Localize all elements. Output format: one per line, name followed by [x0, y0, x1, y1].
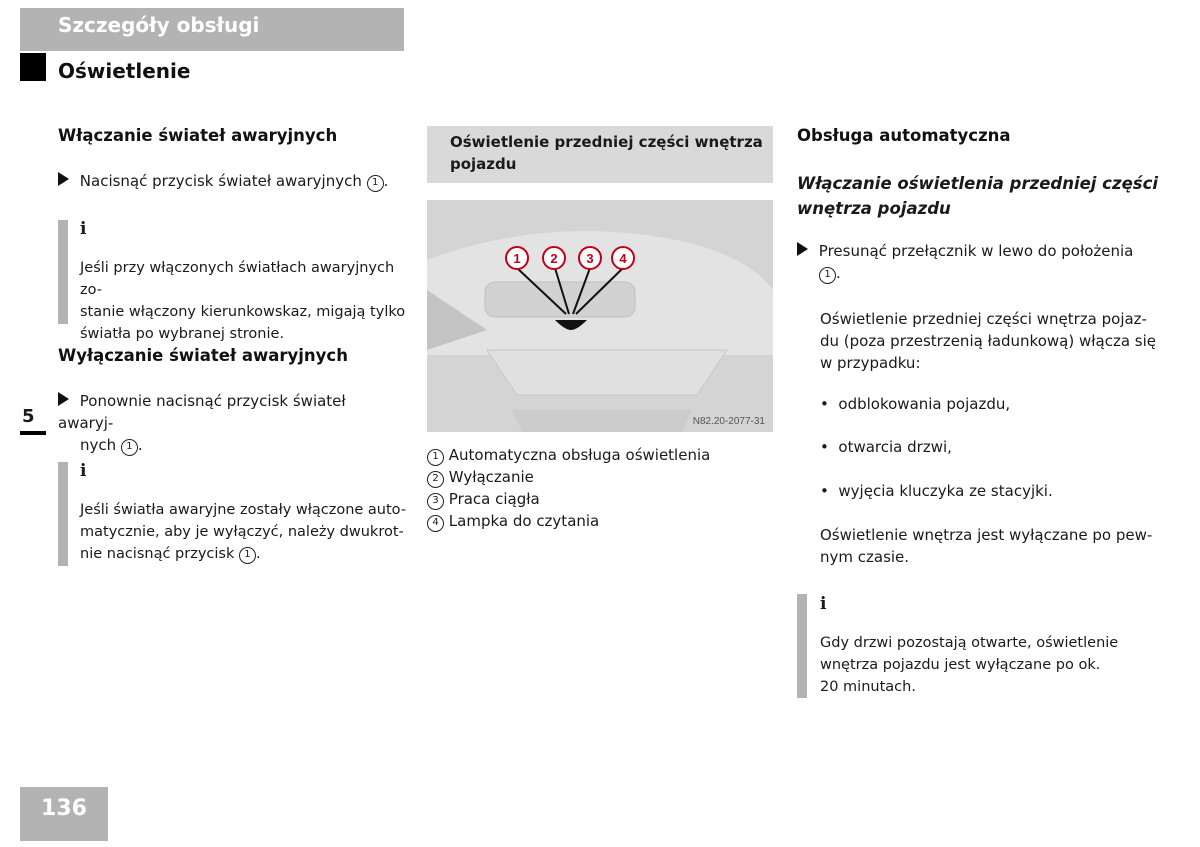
- chapter-underline: [20, 431, 46, 435]
- callout-3-label: 3: [586, 251, 594, 266]
- step-arrow-icon: [797, 242, 808, 256]
- note-line: nie nacisnąć przycisk: [80, 546, 235, 562]
- bullet-icon: •: [820, 395, 829, 413]
- bullet-text: wyjęcia kluczyka ze stacyjki.: [838, 482, 1053, 500]
- paragraph-line: nym czasie.: [820, 548, 910, 566]
- step-arrow-icon: [58, 392, 69, 406]
- paragraph-line: Oświetlenie przedniej części wnętrza pojaz-: [820, 310, 1147, 328]
- section-marker: [20, 53, 46, 81]
- ref-circle: 1: [819, 267, 836, 284]
- figure-code: N82.20-2077-31: [692, 416, 765, 427]
- bullet-text: otwarcia drzwi,: [838, 438, 952, 456]
- chapter-number: 5: [22, 406, 35, 427]
- bullet-text: odblokowania pojazdu,: [838, 395, 1011, 413]
- step-text: Nacisnąć przycisk świateł awaryjnych: [79, 172, 362, 190]
- bullet-item: [820, 480, 1053, 502]
- paragraph-auto-conditions: [820, 308, 1160, 374]
- note-bar: [58, 462, 68, 566]
- paragraph-line: w przypadku:: [820, 354, 921, 372]
- legend-number: 3: [427, 493, 444, 510]
- note-line: wnętrza pojazdu jest wyłączane po ok.: [820, 657, 1101, 673]
- paragraph-line: Oświetlenie wnętrza jest wyłączane po pew-: [820, 526, 1153, 544]
- note-door-open: [820, 632, 1160, 698]
- figure-title-line: pojazdu: [450, 155, 517, 173]
- subheading-line: Włączanie oświetlenia przedniej części: [797, 174, 1159, 193]
- step-text: Ponownie nacisnąć przycisk świateł awaryj-: [58, 392, 346, 432]
- step-move-switch: Presunąć przełącznik w lewo do położenia 1 .: [797, 240, 1157, 284]
- legend-label: Praca ciągła: [448, 490, 540, 508]
- note-bar: [797, 594, 807, 698]
- legend-item: [427, 488, 777, 510]
- note-line: światła po wybranej stronie.: [80, 326, 285, 342]
- heading-auto-operation: Obsługa automatyczna: [797, 126, 1011, 145]
- step-hazard-on: Nacisnąć przycisk świateł awaryjnych 1 .: [58, 170, 398, 192]
- figure-title: [450, 131, 763, 175]
- paragraph-auto-off: [820, 524, 1160, 568]
- page-number: 136: [41, 796, 87, 821]
- callout-4-label: 4: [619, 251, 627, 266]
- heading-hazard-off: Wyłączanie świateł awaryjnych: [58, 346, 348, 365]
- note-line: Jeśli przy włączonych światłach awaryjnych zo-: [80, 260, 395, 298]
- figure-title-line: Oświetlenie przedniej części wnętrza: [450, 133, 763, 151]
- ref-circle: 1: [367, 175, 384, 192]
- bullet-item: [820, 393, 1010, 415]
- legend-label: Automatyczna obsługa oświetlenia: [448, 446, 711, 464]
- paragraph-line: du (poza przestrzenią ładunkową) włącza się: [820, 332, 1156, 350]
- legend-label: Lampka do czytania: [448, 512, 600, 530]
- step-arrow-icon: [58, 172, 69, 186]
- legend-number: 1: [427, 449, 444, 466]
- bullet-icon: •: [820, 482, 829, 500]
- step-text: nych: [80, 436, 117, 454]
- page-title: Oświetlenie: [58, 59, 191, 83]
- note-line: matycznie, aby je wyłączyć, należy dwukrot-: [80, 524, 404, 540]
- callout-1-label: 1: [513, 251, 521, 266]
- step-text: Presunąć przełącznik w lewo do położenia: [818, 242, 1134, 260]
- note-hazard-turn-signal: [80, 257, 410, 345]
- figure-legend: [427, 444, 777, 532]
- step-hazard-off: Ponownie nacisnąć przycisk świateł awaryj- nych 1 .: [58, 392, 346, 454]
- bullet-item: [820, 436, 952, 458]
- info-icon: i: [80, 461, 87, 481]
- subheading-line: wnętrza pojazdu: [797, 199, 951, 218]
- legend-number: 4: [427, 515, 444, 532]
- note-line: Jeśli światła awaryjne zostały włączone auto-: [80, 502, 407, 518]
- heading-hazard-on: Włączanie świateł awaryjnych: [58, 126, 338, 145]
- interior-light-illustration: [427, 200, 773, 432]
- ref-circle: 1: [239, 547, 256, 564]
- note-hazard-auto: Jeśli światła awaryjne zostały włączone auto- matycznie, aby je wyłączyć, należy dwukrot- nie nacisnąć przycisk 1 .: [80, 499, 410, 565]
- legend-item: [427, 510, 777, 532]
- legend-number: 2: [427, 471, 444, 488]
- legend-item: [427, 444, 777, 466]
- bullet-icon: •: [820, 438, 829, 456]
- info-icon: i: [80, 219, 87, 239]
- ref-circle: 1: [121, 439, 138, 456]
- note-line: Gdy drzwi pozostają otwarte, oświetlenie: [820, 635, 1119, 651]
- section-header: Szczegóły obsługi: [58, 13, 260, 37]
- info-icon: i: [820, 594, 827, 614]
- note-bar: [58, 220, 68, 324]
- chapter-tab: [20, 403, 46, 435]
- note-line: 20 minutach.: [820, 679, 916, 695]
- note-line: stanie włączony kierunkowskaz, migają tylko: [80, 304, 406, 320]
- callout-2-label: 2: [550, 251, 558, 266]
- legend-label: Wyłączanie: [448, 468, 534, 486]
- subheading-front-light: [797, 171, 1158, 221]
- legend-item: [427, 466, 777, 488]
